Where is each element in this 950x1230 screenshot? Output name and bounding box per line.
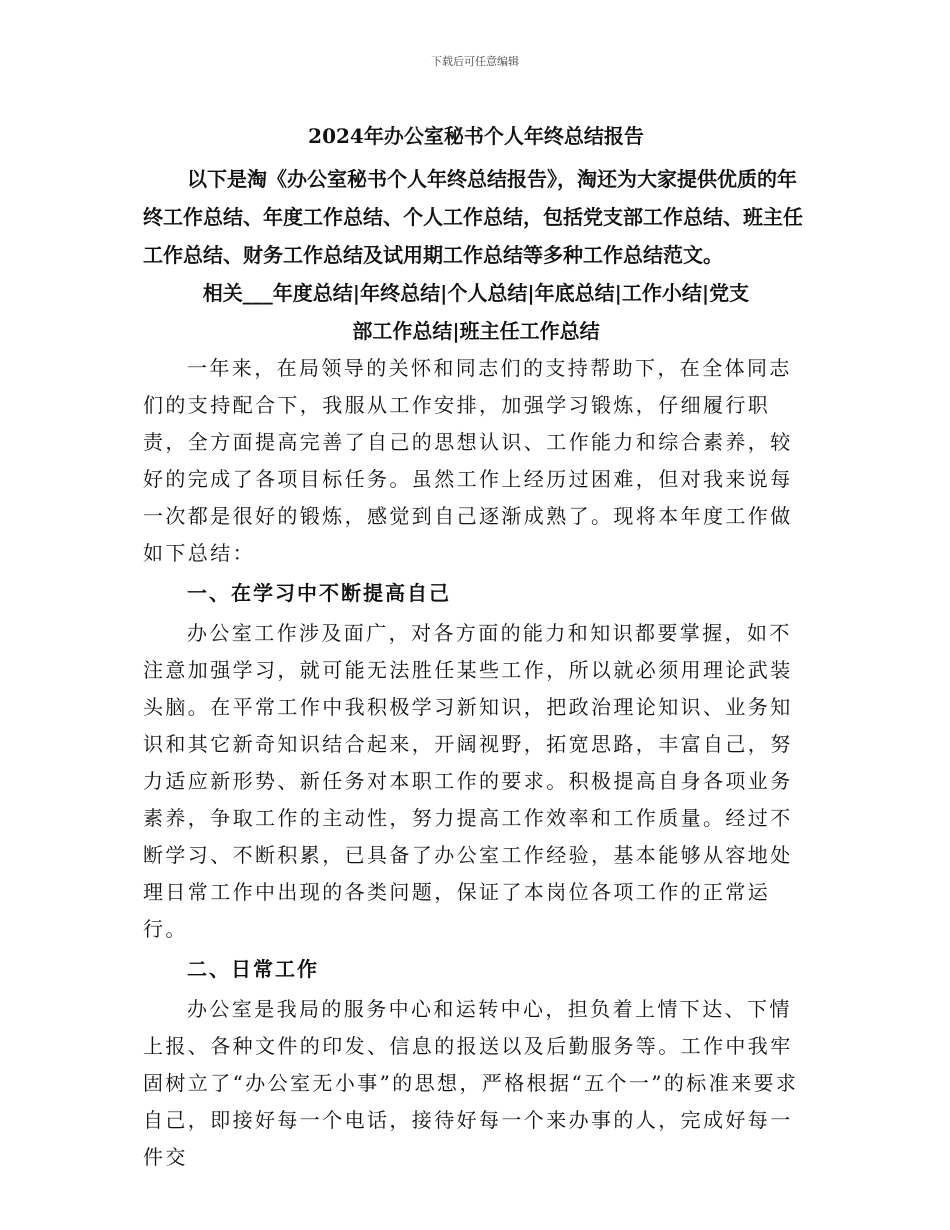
document-title: 2024年办公室秘书个人年终总结报告 — [308, 124, 644, 148]
related-links-line-1: 相关___年度总结|年终总结|个人总结|年底总结|工作小结|党支 — [202, 281, 750, 305]
paragraph-3: 办公室是我局的服务中心和运转中心，担负着上情下达、下情上报、各种文件的印发、信息的报送以及后勤服务等。工作中我牢固树立了“办公室无小事”的思想，严格根据“五个一”的标准来要求自己，即接好每一个电话，接待好每一个来办事的人，完成好每一件交 — [143, 997, 799, 1169]
paragraph-1: 一年来，在局领导的关怀和同志们的支持帮助下，在全体同志们的支持配合下，我服从工作安排，加强学习锻炼，仔细履行职责，全方面提高完善了自己的思想认识、工作能力和综合素养，较好的完成了各项目标任务。虽然工作上经历过困难，但对我来说每一次都是很好的锻炼，感觉到自己逐渐成熟了。现将本年度工作做如下总结： — [143, 356, 793, 565]
related-links-line-2: 部工作总结|班主任工作总结 — [352, 319, 600, 343]
section-heading-2: 二、日常工作 — [187, 957, 319, 981]
intro-paragraph: 以下是淘《办公室秘书个人年终总结报告》，淘还为大家提供优质的年终工作总结、年度工作总结、个人工作总结，包括党支部工作总结、班主任工作总结、财务工作总结及试用期工作总结等多种工作总结范文。 — [143, 167, 803, 267]
document-body — [143, 118, 809, 1176]
section-heading-1: 一、在学习中不断提高自己 — [187, 581, 451, 605]
header-note: 下载后可任意编辑 — [431, 55, 519, 68]
paragraph-2: 办公室工作涉及面广，对各方面的能力和知识都要掌握，如不注意加强学习，就可能无法胜任某些工作，所以就必须用理论武装头脑。在平常工作中我积极学习新知识，把政治理论知识、业务知识和其它新奇知识结合起来，开阔视野，拓宽思路，丰富自己，努力适应新形势、新任务对本职工作的要求。积极提高自身各项业务素养，争取工作的主动性，努力提高工作效率和工作质量。经过不断学习、不断积累，已具备了办公室工作经验，基本能够从容地处理日常工作中出现的各类问题，保证了本岗位各项工作的正常运行。 — [143, 621, 793, 941]
